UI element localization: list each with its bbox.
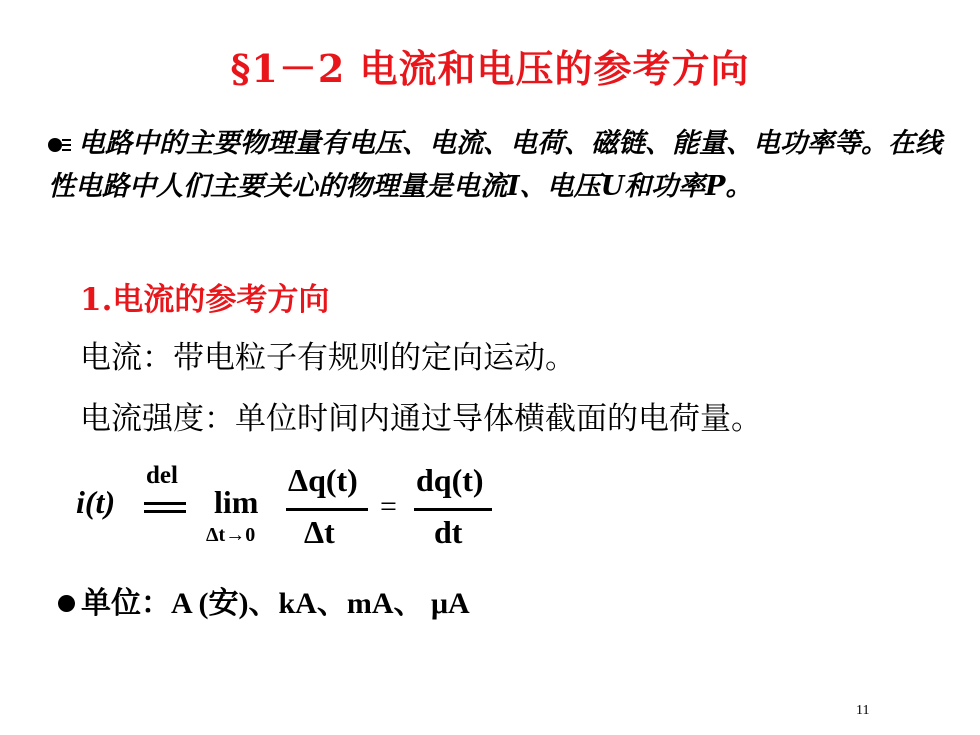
page-number: 11 <box>856 703 870 718</box>
fraction-1-bar <box>286 508 368 511</box>
fraction-2-denominator: dt <box>434 514 463 550</box>
formula-limit: lim <box>214 484 259 520</box>
fraction-2-bar <box>414 508 492 511</box>
formula-limit-subscript: Δt→0 <box>206 524 256 546</box>
bullet-dot-icon <box>58 595 75 612</box>
section-heading: 1.电流的参考方向 <box>80 282 330 318</box>
units-line <box>58 578 470 622</box>
intro-paragraph <box>48 122 948 208</box>
slide-title: §1－2 电流和电压的参考方向 <box>230 46 750 91</box>
intro-text: 电路中的主要物理量有电压、电流、电荷、磁链、能量、电功率等。在线性电路中人们主要关心的物理量是电流I、电压U和功率P。 <box>48 128 942 202</box>
formula-def-label: del <box>146 462 178 489</box>
fraction-1-denominator: Δt <box>304 514 335 550</box>
formula-lhs: i(t) <box>76 484 116 520</box>
current-intensity-definition: 电流强度：单位时间内通过导体横截面的电荷量。 <box>80 401 762 437</box>
formula-equals: = <box>380 490 397 523</box>
fraction-2-numerator: dq(t) <box>416 462 484 498</box>
definition-equals-sign <box>144 502 186 505</box>
speaker-bullet-icon <box>48 135 74 155</box>
current-definition: 电流：带电粒子有规则的定向运动。 <box>80 340 576 376</box>
units-text: 单位：A (安)、kA、mA、 μA <box>81 587 470 620</box>
fraction-1-numerator: Δq(t) <box>288 462 358 498</box>
current-formula <box>76 462 576 562</box>
